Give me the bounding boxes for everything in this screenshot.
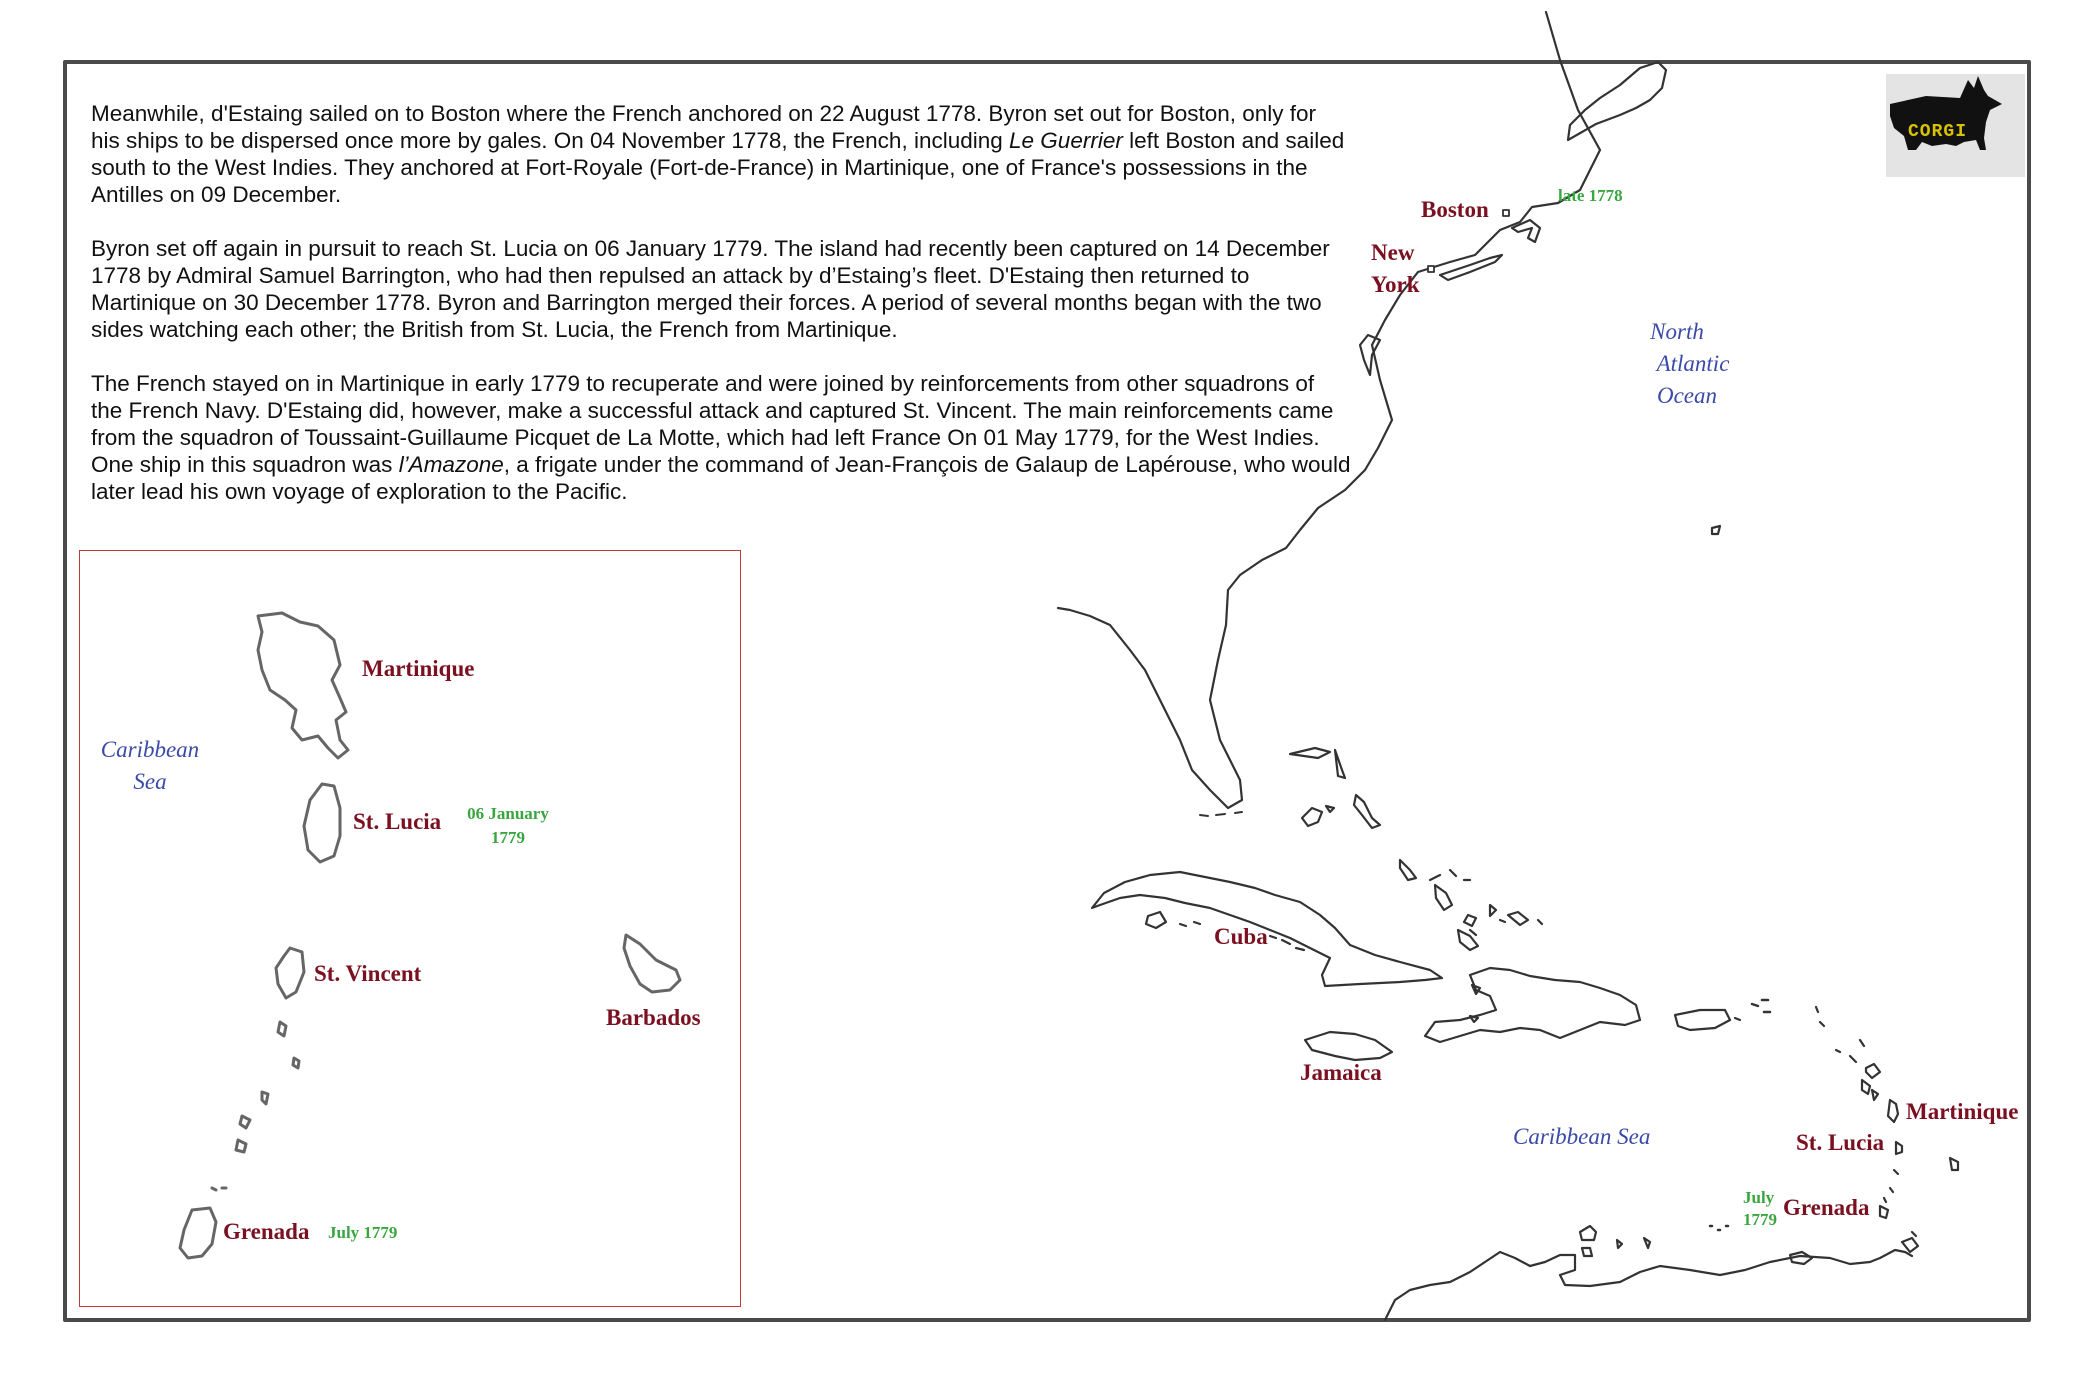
inset-label-caribbean-line-1: Caribbean bbox=[100, 737, 200, 762]
leeward-islands bbox=[1816, 1007, 1880, 1100]
label-new-york bbox=[1371, 237, 1420, 301]
windward-dots bbox=[1884, 1170, 1898, 1202]
label-grenada-date bbox=[1743, 1187, 1777, 1231]
inset-label-grenada: Grenada bbox=[223, 1219, 310, 1244]
maine-outline bbox=[1568, 62, 1666, 140]
inset-label-barbados: Barbados bbox=[606, 1005, 701, 1030]
logo-text: CORGI bbox=[1908, 122, 1968, 142]
label-boston: Boston bbox=[1421, 197, 1489, 222]
grenada-main-outline bbox=[1880, 1206, 1888, 1218]
boston-marker bbox=[1503, 210, 1509, 216]
inset-label-caribbean-line-2: Sea bbox=[133, 769, 167, 794]
ship-name: l’Amazone bbox=[398, 452, 504, 477]
inset-label-st-lucia: St. Lucia bbox=[353, 809, 442, 834]
label-ocean-line-3: Ocean bbox=[1656, 383, 1718, 408]
bermuda-outline bbox=[1712, 526, 1720, 534]
inset-label-grenada-date: July 1779 bbox=[328, 1223, 398, 1242]
label-grenada-date-line-1: July bbox=[1743, 1188, 1775, 1207]
inset-label-martinique: Martinique bbox=[362, 656, 475, 681]
text-segment: left Boston and sailed south to the West Indies. They anchored at Fort-Royale (Fort-de-France) in Martinique, one of France's possessions in the Antilles on 09 December. bbox=[91, 128, 1345, 207]
bahamas-outline bbox=[1290, 748, 1542, 950]
text-segment: Byron set off again in pursuit to reach St. Lucia on 06 January 1779. The island had recently been captured on 14 December 1778 by Admiral Samuel Barrington, who had then repulsed an attack by d’Estaing’s fleet. D'Estaing then returned to Martinique on 30 December 1778. Byron and Barrington merged their forces. A period of several months began with the two sides watching each other; the British from St. Lucia, the French from Martinique. bbox=[91, 236, 1330, 342]
inset-label-st-lucia-date bbox=[460, 802, 556, 850]
inset-label-st-vincent: St. Vincent bbox=[314, 961, 422, 986]
inset-grenada-outline bbox=[180, 1208, 216, 1258]
label-grenada-date-line-2: 1779 bbox=[1743, 1210, 1777, 1229]
inset-st-lucia-date-line-1: 06 January bbox=[467, 804, 549, 823]
label-cuba: Cuba bbox=[1214, 924, 1268, 949]
label-ocean-line-1: North bbox=[1650, 319, 1704, 344]
label-ocean-line-2: Atlantic bbox=[1656, 351, 1730, 376]
ship-name: Le Guerrier bbox=[1009, 128, 1123, 153]
hispaniola-outline bbox=[1425, 968, 1640, 1042]
jamaica-outline bbox=[1305, 1032, 1392, 1060]
inset-grenadines-outline bbox=[212, 1022, 299, 1190]
text-segment: , a frigate under the command of Jean-François de Galaup de Lapérouse, who would later lead his own voyage of exploration to the Pacific. bbox=[91, 452, 1351, 504]
martinique-main-outline bbox=[1888, 1100, 1898, 1122]
inset-st-vincent-outline bbox=[276, 948, 304, 998]
florida-keys bbox=[1200, 812, 1242, 816]
label-grenada: Grenada bbox=[1783, 1195, 1870, 1220]
text-segment: The French stayed on in Martinique in early 1779 to recuperate and were joined by reinforcements from other squadrons of the French Navy. D'Estaing did, however, make a successful attack and captured St. Vincent. The main reinforcements came from the squadron of Toussaint-Guillaume Picquet de La Motte, which had left France On 01 May 1779, for the West Indies. One ship in this squadron was bbox=[91, 371, 1334, 477]
label-st-lucia: St. Lucia bbox=[1796, 1130, 1885, 1155]
los-roques bbox=[1710, 1226, 1728, 1230]
st-lucia-main-outline bbox=[1896, 1142, 1902, 1154]
corgi-logo bbox=[1886, 74, 2025, 177]
trinidad-outline bbox=[1902, 1232, 1918, 1252]
inset-st-lucia-date-line-2: 1779 bbox=[491, 828, 525, 847]
label-new-york-line-2: York bbox=[1371, 272, 1420, 297]
inset-label-caribbean-sea bbox=[94, 734, 206, 798]
label-boston-date: late 1778 bbox=[1558, 186, 1623, 205]
puerto-rico-outline bbox=[1675, 1010, 1740, 1030]
label-new-york-line-1: New bbox=[1371, 240, 1415, 265]
virgin-islands bbox=[1752, 1000, 1770, 1012]
isle-of-youth bbox=[1146, 912, 1200, 928]
text-segment: Meanwhile, d'Estaing sailed on to Boston where the French anchored on 22 August 1778. Byron set out for Boston, only for his ships to be dispersed once more by gales. On 04 November 1778, the French, including bbox=[91, 101, 1317, 153]
new-york-marker bbox=[1428, 266, 1434, 272]
inset-martinique-outline bbox=[258, 613, 348, 758]
east-coast-outline bbox=[1058, 12, 1600, 808]
label-jamaica: Jamaica bbox=[1300, 1060, 1382, 1085]
curacao-outline bbox=[1580, 1226, 1650, 1256]
south-america-coast bbox=[1385, 1250, 1912, 1320]
inset-st-lucia-outline bbox=[304, 784, 340, 862]
label-north-atlantic-ocean bbox=[1627, 316, 1737, 412]
inset-barbados-outline bbox=[624, 935, 680, 992]
barbados-main-outline bbox=[1950, 1158, 1958, 1170]
label-caribbean-sea: Caribbean Sea bbox=[1513, 1124, 1651, 1149]
label-martinique: Martinique bbox=[1906, 1099, 2019, 1124]
long-island-outline bbox=[1440, 255, 1502, 280]
